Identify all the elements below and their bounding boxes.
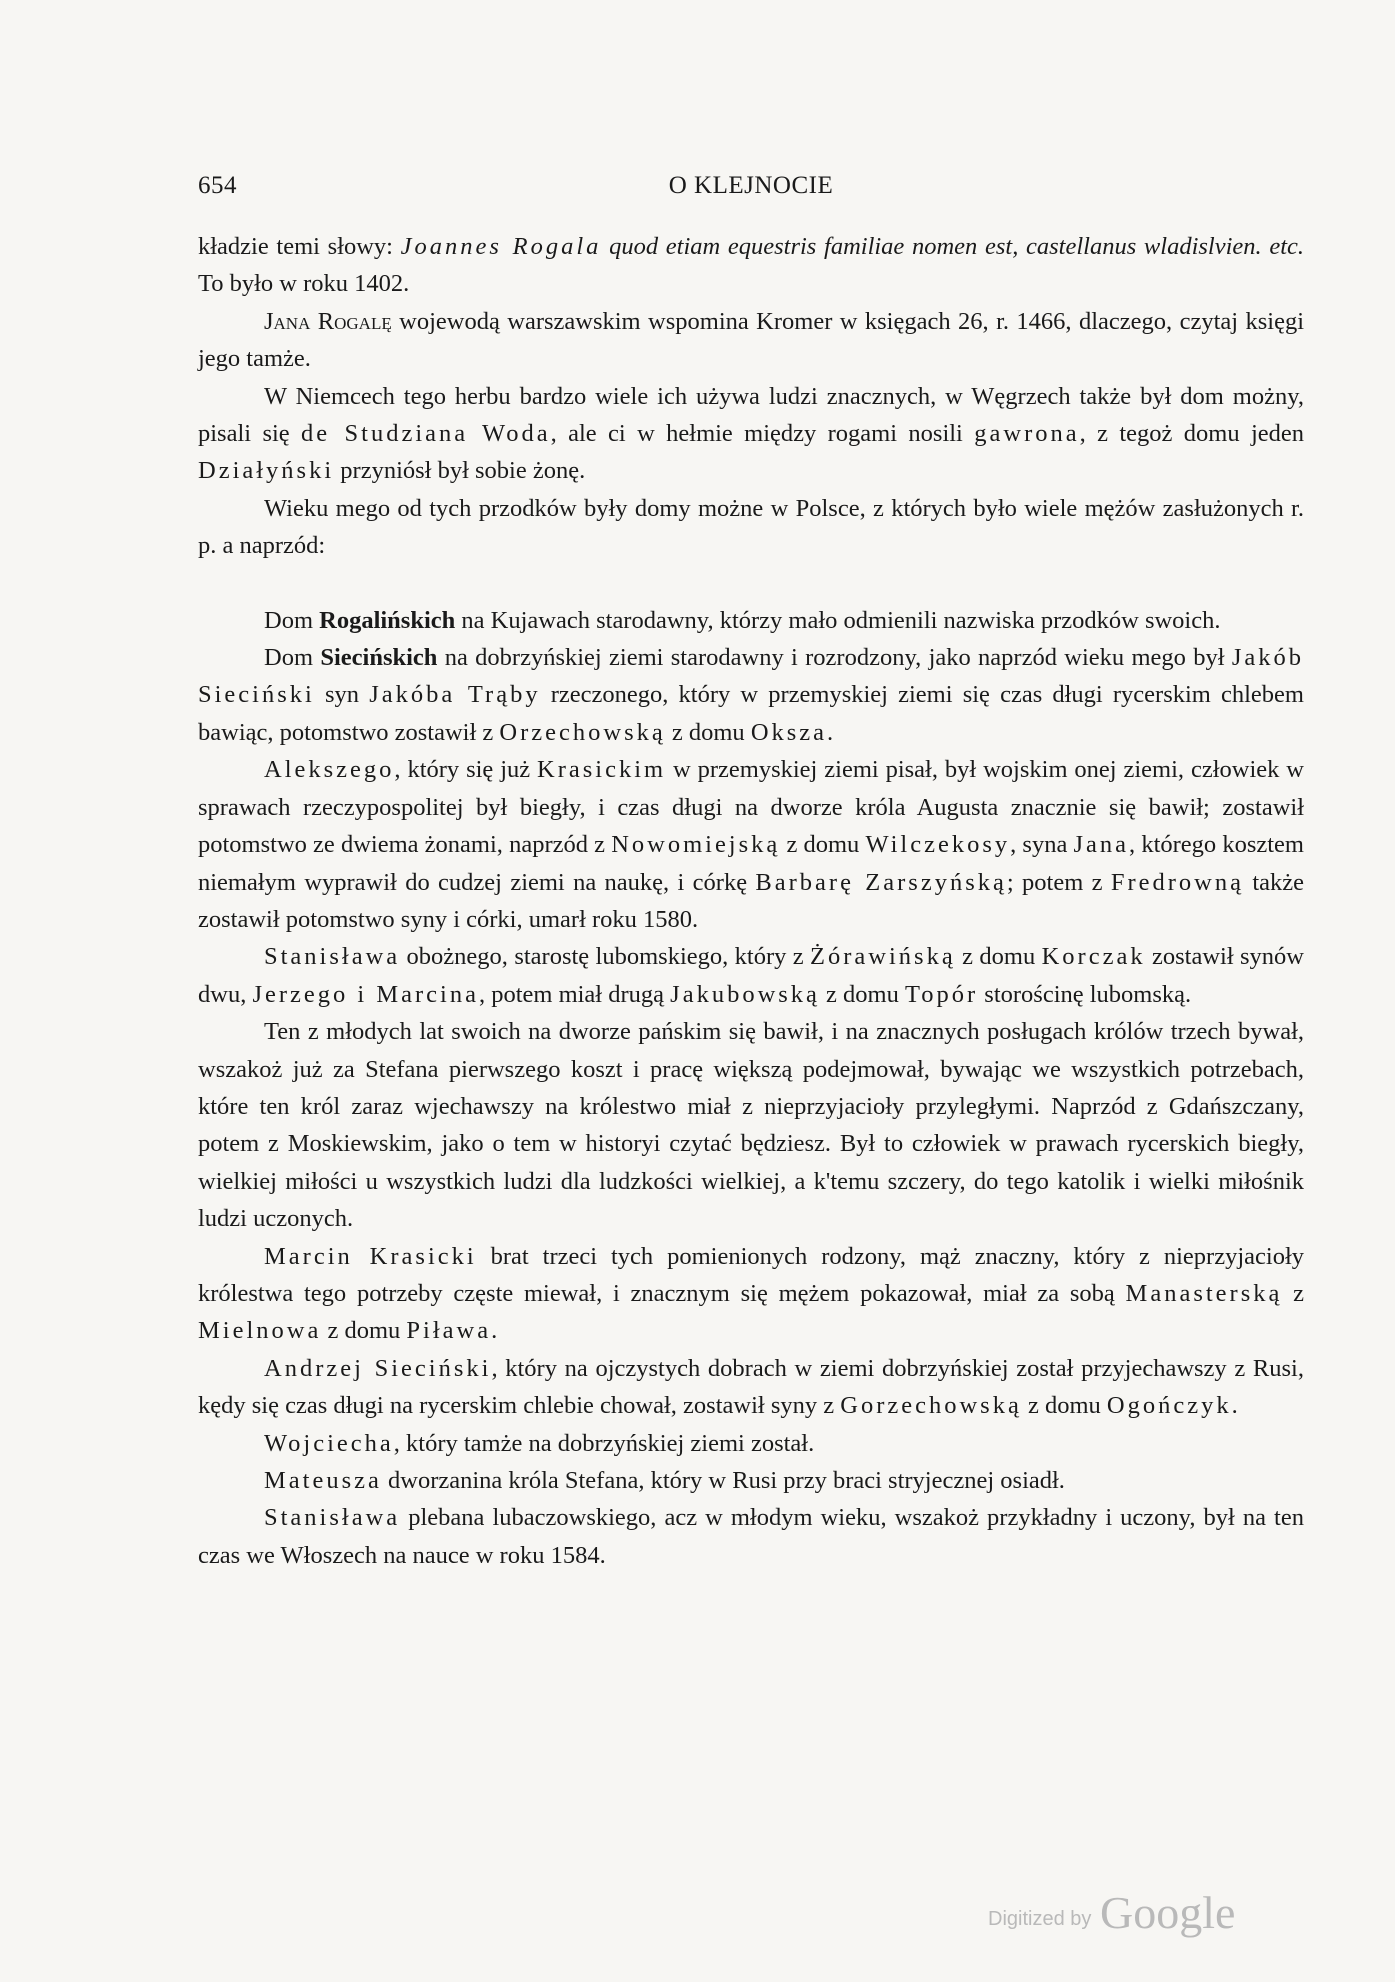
person-name: Piława xyxy=(406,1317,492,1345)
person-name: Marcin Krasicki xyxy=(264,1242,477,1270)
paragraph-p6 xyxy=(198,639,1304,751)
text-run: , którego kosztem niemałym wyprawił do cudzej ziemi na naukę, i córkę xyxy=(198,831,1304,896)
person-name: Mielnowa xyxy=(198,1317,322,1345)
text-run: z domu xyxy=(321,1317,407,1345)
body-text xyxy=(198,228,1304,1574)
person-name: Mateusza xyxy=(264,1467,382,1494)
text-run: , syna xyxy=(1010,831,1074,859)
family-name: Rogalińskich xyxy=(319,606,456,634)
person-name: Barbarę Zarszyńską xyxy=(755,868,1007,896)
paragraph-p8 xyxy=(198,938,1304,1013)
paragraph-p14 xyxy=(198,1499,1304,1574)
text-run: z xyxy=(1282,1279,1305,1307)
paragraph-p5 xyxy=(198,602,1304,639)
text-run: Wieku mego od tych przodków były domy możne w Polsce, z których było wiele mężów zasłużonych r. p. a naprzód: xyxy=(198,494,1304,560)
person-name: Nowomiejską xyxy=(611,831,781,859)
person-name: Gorzechowską xyxy=(840,1392,1022,1420)
person-name: Korczak xyxy=(1041,943,1146,971)
text-run: . xyxy=(491,1317,498,1345)
person-name: Działyński xyxy=(198,457,335,485)
person-name: Fredrowną xyxy=(1110,868,1244,896)
person-name: Wilczekosy xyxy=(865,831,1011,859)
text-run: Dom xyxy=(264,606,320,634)
paragraph-p13 xyxy=(198,1462,1304,1499)
text-run: , który na ojczystych dobrach w ziemi dobrzyńskiej został przyjechawszy z Rusi, kędy się czas długi na rycerskim chlebie chował, zostawił syny z xyxy=(198,1354,1304,1420)
text-run: , który tamże na dobrzyńskiej ziemi został. xyxy=(393,1429,815,1457)
text-run: zostawił synów dwu, xyxy=(198,943,1304,1008)
person-name: Jerzego i Marcina xyxy=(252,980,479,1008)
person-name: Manasterską xyxy=(1125,1279,1283,1307)
person-name: Wojciecha xyxy=(264,1429,394,1457)
person-name: Stanisława xyxy=(264,1504,401,1532)
person-name: Andrzej Sieciński xyxy=(264,1354,492,1382)
text-run: z domu xyxy=(819,980,905,1008)
text-run: rzeczonego, który w przemyskiej ziemi się czas długi rycerskim chlebem bawiąc, potomstwo zostawił z xyxy=(198,681,1304,746)
digitized-watermark xyxy=(988,1886,1318,1946)
google-logo: Google xyxy=(1100,1887,1236,1938)
text-run: z domu xyxy=(780,831,866,859)
person-name: Stanisława xyxy=(264,943,401,971)
person-name: Jakubowską xyxy=(670,980,820,1008)
text-run: na dobrzyńskiej ziemi starodawny i rozrodzony, jako naprzód wieku mego był xyxy=(437,644,1232,672)
person-name: Ogończyk xyxy=(1106,1392,1232,1420)
text-run: Dom xyxy=(264,644,321,672)
paragraph-p7 xyxy=(198,751,1304,938)
person-name: Alekszego xyxy=(264,756,395,784)
person-name: Żórawińską xyxy=(810,943,956,971)
person-name: Jakóba Trąby xyxy=(369,681,541,709)
text-run: To było w roku 1402. xyxy=(198,270,410,298)
paragraph-p2 xyxy=(198,303,1304,378)
text-run: z domu xyxy=(1021,1392,1107,1420)
text-run: , który się już xyxy=(394,756,538,784)
person-name: Oksza xyxy=(750,718,828,746)
digitized-by-label: Digitized by xyxy=(988,1908,1092,1930)
person-name: Krasickim xyxy=(537,756,667,784)
text-run: , z tegoż domu jeden xyxy=(1079,420,1304,448)
page-title: O KLEJNOCIE xyxy=(668,172,834,199)
text-run: ; potem z xyxy=(1006,868,1111,896)
person-name: gawrona xyxy=(974,420,1080,448)
text-run: plebana lubaczowskiego, acz w młodym wieku, wszakoż przykładny i uczony, był na ten czas we Włoszech na nauce w roku 1584. xyxy=(198,1504,1304,1569)
text-run: wojewodą warszawskim wspomina Kromer w księgach 26, r. 1466, dlaczego, czytaj księgi jego tamże. xyxy=(198,307,1304,373)
text-run: z domu xyxy=(665,718,751,746)
text-run: , ale ci w hełmie między rogami nosili xyxy=(550,420,975,448)
person-name: Topór xyxy=(904,980,979,1008)
family-name: Siecińskich xyxy=(320,644,438,672)
paragraph-p1 xyxy=(198,228,1304,303)
text-run: przyniósł był sobie żonę. xyxy=(334,457,586,485)
text-run: storościnę lubomską. xyxy=(978,980,1192,1008)
text-run: W Niemcech tego herbu bardzo wiele ich używa ludzi znacznych, w Węgrzech także był dom możny, pisali się xyxy=(198,382,1304,448)
paragraph-p3 xyxy=(198,378,1304,490)
paragraph-p11 xyxy=(198,1350,1304,1425)
person-name: Jana Rogalę xyxy=(264,307,392,335)
person-name: Joannes Rogala xyxy=(400,233,602,260)
text-run: syn xyxy=(314,681,370,709)
text-run: w przemyskiej ziemi pisał, był wojskim onej ziemi, człowiek w sprawach rzeczypospolitej był biegły, i czas długi na dworze króla Augusta znacznie się bawił; zostawił potomstwo ze dwiema żonami, naprzód z xyxy=(198,756,1304,859)
text-run: także zostawił potomstwo syny i córki, umarł roku 1580. xyxy=(198,868,1304,933)
text-run: na Kujawach starodawny, którzy mało odmienili nazwiska przodków swoich. xyxy=(455,606,1221,634)
text-run: brat trzeci tych pomienionych rodzony, mąż znaczny, który z nieprzyjacioły królestwa tego potrzeby częste miewał, i znacznym się mężem pokazował, miał za sobą xyxy=(198,1242,1304,1307)
text-run: . xyxy=(827,718,834,746)
person-name: Orzechowską xyxy=(499,718,666,746)
latin-quote: quod etiam equestris familiae nomen est, castellanus wladislvien. etc. xyxy=(601,233,1305,260)
paragraph-p9 xyxy=(198,1013,1304,1237)
person-name: Jakób Sieciński xyxy=(198,644,1305,709)
text-run: . xyxy=(1231,1392,1238,1420)
paragraph-p4 xyxy=(198,490,1304,565)
person-name: Jana xyxy=(1073,831,1130,859)
text-run: dworzanina króla Stefana, który w Rusi przy braci stryjecznej osiadł. xyxy=(381,1467,1065,1494)
text-run: Ten z młodych lat swoich na dworze pańskim się bawił, i na znacznych posługach królów trzech bywał, wszakoż już za Stefana pierwszego koszt i pracę większą podejmował, bywając we wszystkich potrzebach, które ten król zaraz wjechawszy na królestwo miał z nieprzyjacioły przyległymi. Naprzód z Gdańszczany, potem z Moskiewskim, jako o tem w historyi czytać będziesz. Był to człowiek w prawach rycerskich biegły, wielkiej miłości u wszystkich ludzi dla ludzkości wielkiej, a k'temu szczery, do tego katolik i wielki miłośnik ludzi uczonych. xyxy=(198,1018,1304,1233)
text-run: , potem miał drugą xyxy=(478,980,671,1008)
text-run: z domu xyxy=(955,943,1042,971)
person-name: de Studziana Woda xyxy=(301,420,551,448)
text-run: kładzie temi słowy: xyxy=(198,233,401,260)
paragraph-p10 xyxy=(198,1238,1304,1350)
text-run: obożnego, starostę lubomskiego, który z xyxy=(400,943,811,971)
page-number: 654 xyxy=(198,172,237,199)
paragraph-p12 xyxy=(198,1425,1304,1462)
